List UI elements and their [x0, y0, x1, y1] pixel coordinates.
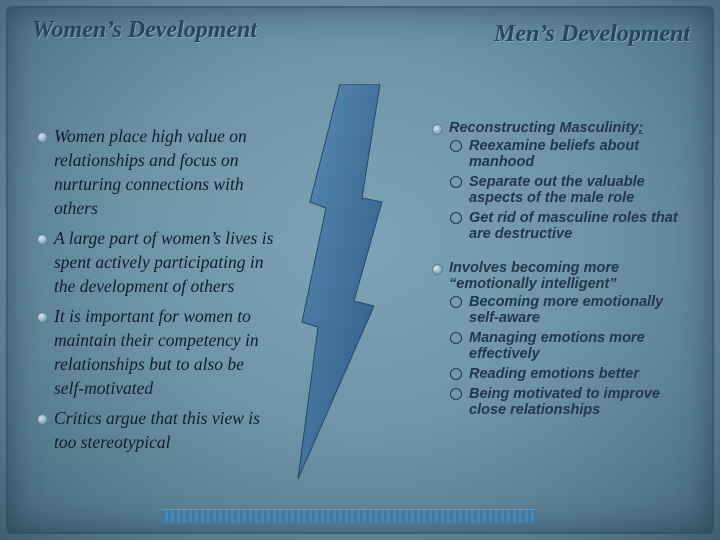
sub-list-item-text: Becoming more emotionally self-aware: [469, 294, 664, 326]
men-development-list: [432, 120, 692, 436]
bullet-icon: [37, 414, 48, 425]
list-item: [432, 120, 692, 242]
sub-list-item: [449, 294, 692, 326]
sub-list-item-text: Being motivated to improve close relationships: [469, 386, 660, 418]
bullet-icon: [37, 234, 48, 245]
bullet-icon: [37, 132, 48, 143]
bullet-icon: [432, 124, 443, 135]
list-item: [36, 304, 276, 400]
list-item: [36, 406, 276, 454]
list-item-text: It is important for women to maintain their competency in relationships but to also be self-motivated: [54, 306, 259, 398]
sub-list: [449, 294, 692, 418]
sub-list-item-text: Reexamine beliefs about manhood: [469, 138, 640, 170]
ring-bullet-icon: [450, 140, 462, 152]
bullet-icon: [432, 264, 443, 275]
list-item-text: A large part of women’s lives is spent actively participating in the development of others: [54, 228, 274, 296]
list-item-suffix: :: [638, 120, 644, 136]
list-item-text: Involves becoming more “emotionally intelligent”: [449, 260, 620, 292]
sub-list-item-text: Reading emotions better: [469, 366, 639, 382]
sub-list-item: [449, 210, 692, 242]
ring-bullet-icon: [450, 368, 462, 380]
ring-bullet-icon: [450, 296, 462, 308]
list-item: [36, 226, 276, 298]
men-development-title: Men’s Development: [494, 21, 691, 47]
list-item-text: Women place high value on relationships and focus on nurturing connections with others: [54, 126, 247, 218]
list-item-text: Critics argue that this view is too stereotypical: [54, 408, 260, 452]
sub-list-item: [449, 138, 692, 170]
list-item: [432, 260, 692, 418]
ring-bullet-icon: [450, 332, 462, 344]
sub-list-item: [449, 386, 692, 418]
bullet-icon: [37, 312, 48, 323]
sub-list-item: [449, 174, 692, 206]
ring-bullet-icon: [450, 176, 462, 188]
sub-list-item-text: Managing emotions more effectively: [469, 330, 645, 362]
women-development-title: Women’s Development: [32, 17, 258, 43]
decorative-bottom-bar: [162, 509, 535, 523]
sub-list-item-text: Separate out the valuable aspects of the male role: [469, 174, 645, 206]
ring-bullet-icon: [450, 212, 462, 224]
women-development-list: [36, 124, 276, 460]
list-item-text: Reconstructing Masculinity: [449, 120, 639, 136]
list-item: [36, 124, 276, 220]
sub-list-item: [449, 330, 692, 362]
sub-list-item-text: Get rid of masculine roles that are destructive: [469, 210, 678, 242]
lightning-bolt-divider: [296, 84, 386, 484]
ring-bullet-icon: [450, 388, 462, 400]
sub-list: [449, 138, 692, 242]
sub-list-item: [449, 366, 692, 382]
